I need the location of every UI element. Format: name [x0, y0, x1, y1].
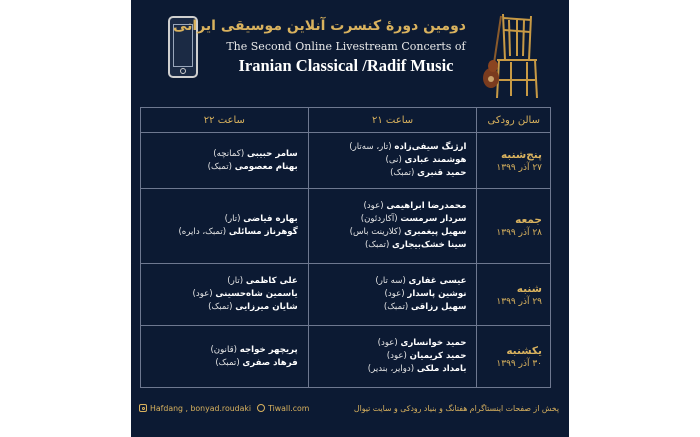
performer — [309, 275, 467, 288]
schedule-row — [141, 326, 551, 388]
instagram-icon — [139, 404, 147, 412]
performer — [309, 288, 467, 301]
header-slot-22: ساعت ۲۲ — [141, 108, 309, 133]
performer-name: سامر حبیبی — [246, 148, 298, 159]
performer — [309, 213, 467, 226]
day-name: جمعه — [515, 214, 542, 226]
performer-name: بهاره فیاضی — [243, 214, 298, 224]
schedule-table — [140, 107, 551, 388]
slot-21-cell — [308, 264, 477, 326]
performer-instrument: (تار، سه‌تار) — [349, 142, 392, 152]
performer — [309, 154, 467, 167]
performer-instrument: (عود) — [192, 289, 213, 299]
performer-instrument: (تمبک) — [390, 168, 415, 178]
performer — [141, 213, 298, 226]
performer-name: سهیل پیغمبری — [404, 227, 467, 237]
performer — [141, 344, 298, 357]
schedule-row — [141, 189, 551, 264]
concert-poster — [131, 0, 569, 437]
performer-instrument: (تمبک) — [364, 240, 390, 250]
performer-name: پریچهر خواجه — [239, 344, 298, 355]
poster-subtitle-en: The Second Online Livestream Concerts of — [226, 40, 466, 53]
day-name: شنبه — [516, 282, 542, 295]
slot-22-cell — [141, 133, 309, 189]
performer-name: هوشمند عبادی — [404, 155, 467, 165]
day-cell — [477, 264, 551, 326]
performer-instrument: (عود) — [386, 351, 407, 361]
poster-title-fa: دومین دورهٔ کنسرت آنلاین موسیقی ایرانی — [172, 18, 466, 34]
performer-name: ارژنگ سیفی‌زاده — [394, 142, 467, 152]
performer-name: حمید خوانساری — [400, 338, 467, 348]
instagram-handles: Hafdang , bonyad.roudaki — [150, 404, 252, 413]
performer-name: سهیل رزاقی — [410, 302, 467, 312]
performer — [309, 167, 467, 180]
performer-instrument: (تار) — [224, 214, 241, 224]
slot-22-cell — [141, 326, 309, 388]
day-cell — [477, 189, 551, 264]
poster-title-en: Iranian Classical /Radif Music — [238, 56, 454, 75]
slot-21-cell — [308, 326, 477, 388]
header-slot-21: ساعت ۲۱ — [308, 108, 477, 133]
performer — [141, 301, 298, 314]
performer-name: شایان میرزایی — [235, 302, 298, 312]
performer-instrument: (تمبک) — [208, 302, 233, 312]
performer-instrument: (دوایر، بندیر) — [367, 364, 415, 374]
day-name: یکشنبه — [506, 344, 542, 357]
performer-name: محمدرضا ابراهیمی — [386, 201, 467, 211]
performer — [141, 226, 298, 239]
schedule-row — [141, 264, 551, 326]
performer — [141, 288, 298, 301]
performer-instrument: (تمبک، دایره) — [178, 227, 227, 237]
performer-name: علی کاظمی — [245, 276, 298, 286]
performer-instrument: (عود) — [363, 201, 384, 211]
performer-name: فرهاد صفری — [242, 357, 298, 368]
performer-name: حمید قنبری — [417, 168, 467, 178]
performer-name: بهنام معصومی — [234, 161, 298, 172]
performer-name: بامداد ملکی — [416, 364, 467, 374]
performer-instrument: (تمبک) — [215, 357, 240, 368]
performer-instrument: (کمانچه) — [213, 148, 245, 159]
performer-name: عیسی غفاری — [408, 276, 467, 286]
performer-instrument: (تار) — [227, 276, 244, 286]
performer — [141, 161, 298, 174]
globe-icon — [257, 404, 265, 412]
performer — [309, 200, 467, 213]
performer-instrument: (عود) — [377, 338, 398, 348]
performer — [309, 141, 467, 154]
performer — [309, 226, 467, 239]
performer — [141, 275, 298, 288]
performer-name: حمید کریمیان — [409, 351, 467, 361]
day-cell — [477, 133, 551, 189]
performer — [309, 337, 467, 350]
day-date: ۲۷ آذر ۱۳۹۹ — [496, 162, 542, 173]
performer-instrument: (سه تار) — [375, 276, 406, 286]
performer-instrument: (آکاردئون) — [360, 214, 398, 224]
day-name: پنج‌شنبه — [500, 148, 542, 161]
performer — [309, 301, 467, 314]
schedule-row — [141, 133, 551, 189]
performer — [309, 239, 467, 252]
day-cell — [477, 326, 551, 388]
performer-instrument: (قانون) — [210, 344, 238, 355]
performer-instrument: (تمبک) — [383, 302, 409, 312]
performer — [141, 357, 298, 370]
website-link[interactable]: Tiwall.com — [268, 404, 310, 413]
slot-21-cell — [308, 133, 477, 189]
performer-instrument: (عود) — [384, 289, 405, 299]
day-date: ۲۸ آذر ۱۳۹۹ — [496, 228, 542, 238]
performer-instrument: (کلارینت باس) — [349, 227, 402, 237]
performer-name: سردار سرمست — [400, 214, 467, 224]
slot-21-cell — [308, 189, 477, 264]
slot-22-cell — [141, 189, 309, 264]
day-date: ۳۰ آذر ۱۳۹۹ — [496, 358, 542, 369]
performer-name: یاسمین شاه‌حسینی — [215, 289, 298, 299]
footer-links — [139, 404, 309, 413]
chair-with-tar-icon — [481, 8, 543, 100]
performer-name: گوهرناز مسائلی — [228, 227, 298, 237]
slot-22-cell — [141, 264, 309, 326]
performer-instrument: (تمبک) — [207, 161, 232, 172]
broadcast-note: پخش از صفحات اینستاگرام هفتانگ و بنیاد رودکی و سایت تیوال — [353, 404, 559, 413]
schedule-header-row — [141, 108, 551, 133]
performer — [309, 350, 467, 363]
day-date: ۲۹ آذر ۱۳۹۹ — [496, 296, 542, 307]
performer-name: سینا خشک‌بیجاری — [392, 240, 467, 250]
performer-name: نوشین پاسدار — [407, 289, 467, 299]
performer-instrument: (نی) — [385, 155, 402, 165]
header-hall: سالن رودکی — [477, 108, 551, 133]
performer — [309, 363, 467, 376]
performer — [141, 148, 298, 161]
poster-footer — [131, 396, 569, 424]
